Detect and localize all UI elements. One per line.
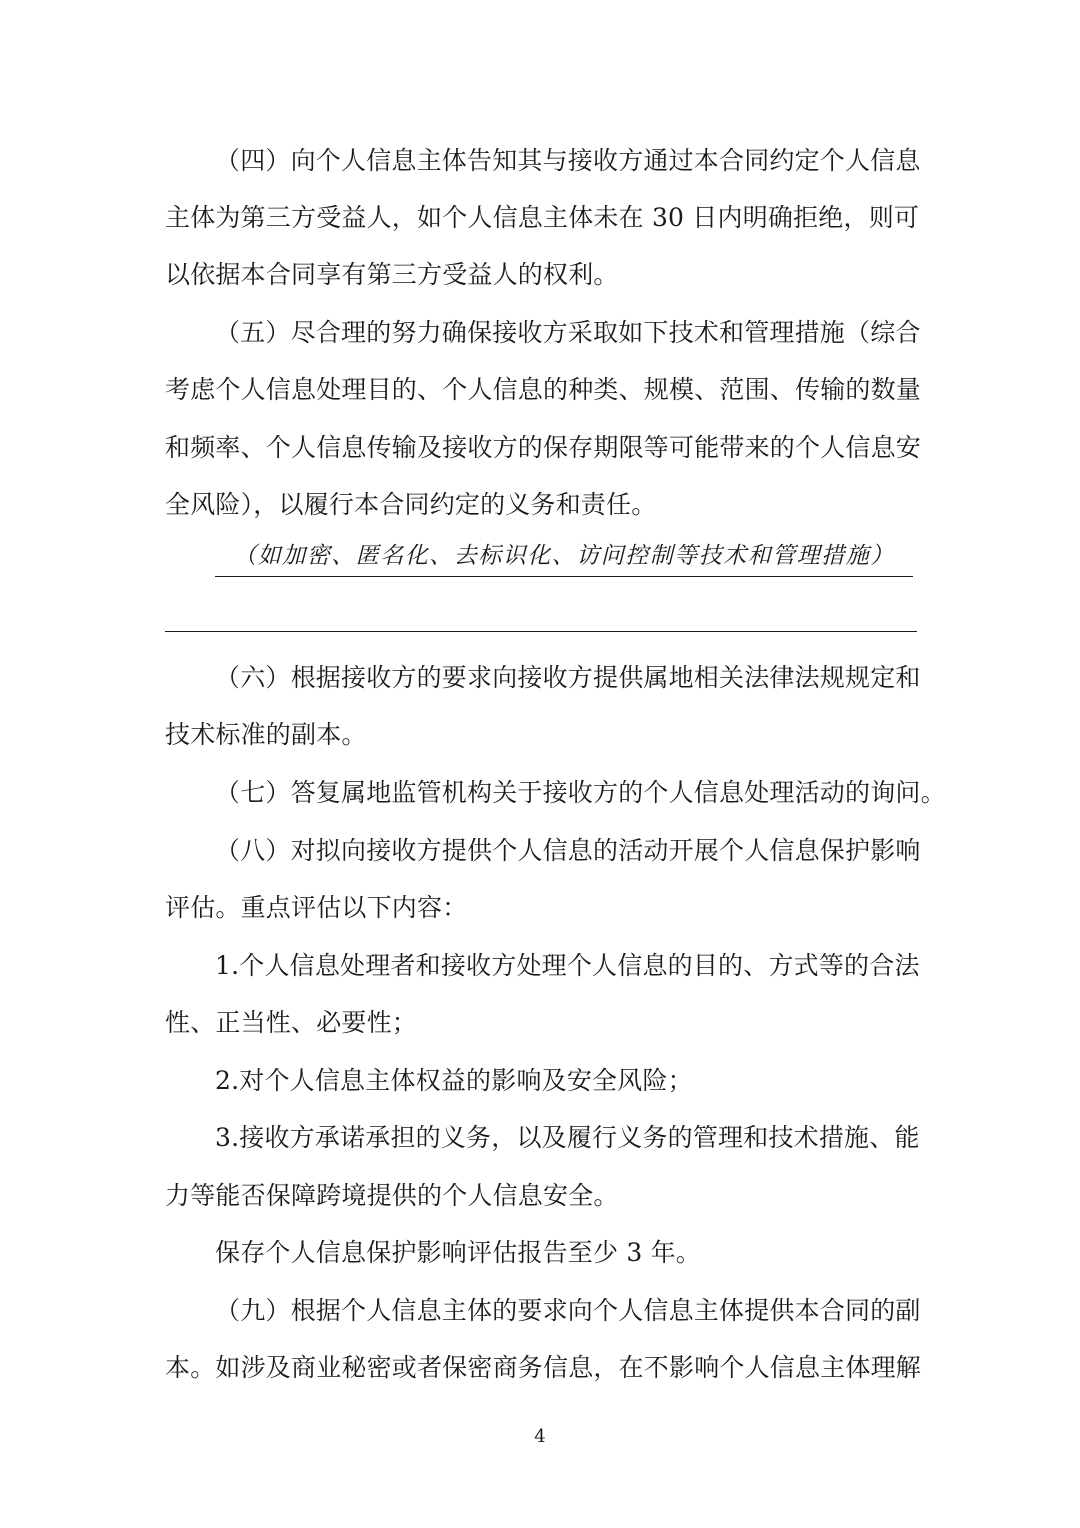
- item-1-line-2: 性、正当性、必要性；: [165, 1008, 418, 1037]
- paragraph-6-line-2: 技术标准的副本。: [165, 720, 367, 749]
- paragraph-8-line-2: 评估。重点评估以下内容：: [165, 893, 468, 922]
- empty-blank-line: [165, 631, 917, 632]
- filled-blank-text: （如加密、匿名化、去标识化、访问控制等技术和管理措施）: [233, 543, 895, 569]
- item-1-line-1: 1.个人信息处理者和接收方处理个人信息的目的、方式等的合法: [215, 951, 920, 980]
- paragraph-4-line-1: （四）向个人信息主体告知其与接收方通过本合同约定个人信息: [215, 146, 921, 175]
- paragraph-5-line-1: （五）尽合理的努力确保接收方采取如下技术和管理措施（综合: [215, 318, 921, 347]
- item-2-line-1: 2.对个人信息主体权益的影响及安全风险；: [215, 1066, 693, 1095]
- paragraph-4-line-3: 以依据本合同享有第三方受益人的权利。: [165, 260, 619, 289]
- paragraph-8-line-1: （八）对拟向接收方提供个人信息的活动开展个人信息保护影响: [215, 836, 921, 865]
- paragraph-5-line-4: 全风险），以履行本合同约定的义务和责任。: [165, 490, 657, 519]
- paragraph-9-line-2: 本。如涉及商业秘密或者保密商务信息，在不影响个人信息主体理解: [165, 1353, 922, 1382]
- item-3-line-2: 力等能否保障跨境提供的个人信息安全。: [165, 1181, 619, 1210]
- item-3-line-1: 3.接收方承诺承担的义务，以及履行义务的管理和技术措施、能: [215, 1123, 920, 1152]
- paragraph-7-line-1: （七）答复属地监管机构关于接收方的个人信息处理活动的询问。: [215, 778, 946, 807]
- paragraph-5-line-2: 考虑个人信息处理目的、个人信息的种类、规模、范围、传输的数量: [165, 375, 922, 404]
- retention-line: 保存个人信息保护影响评估报告至少 3 年。: [215, 1238, 702, 1267]
- paragraph-4-line-2: 主体为第三方受益人，如个人信息主体未在 30 日内明确拒绝，则可: [165, 203, 920, 232]
- paragraph-9-line-1: （九）根据个人信息主体的要求向个人信息主体提供本合同的副: [215, 1296, 921, 1325]
- paragraph-5-line-3: 和频率、个人信息传输及接收方的保存期限等可能带来的个人信息安: [165, 433, 922, 462]
- page-number: 4: [534, 1426, 546, 1447]
- paragraph-6-line-1: （六）根据接收方的要求向接收方提供属地相关法律法规规定和: [215, 663, 921, 692]
- filled-blank-field: [215, 536, 913, 577]
